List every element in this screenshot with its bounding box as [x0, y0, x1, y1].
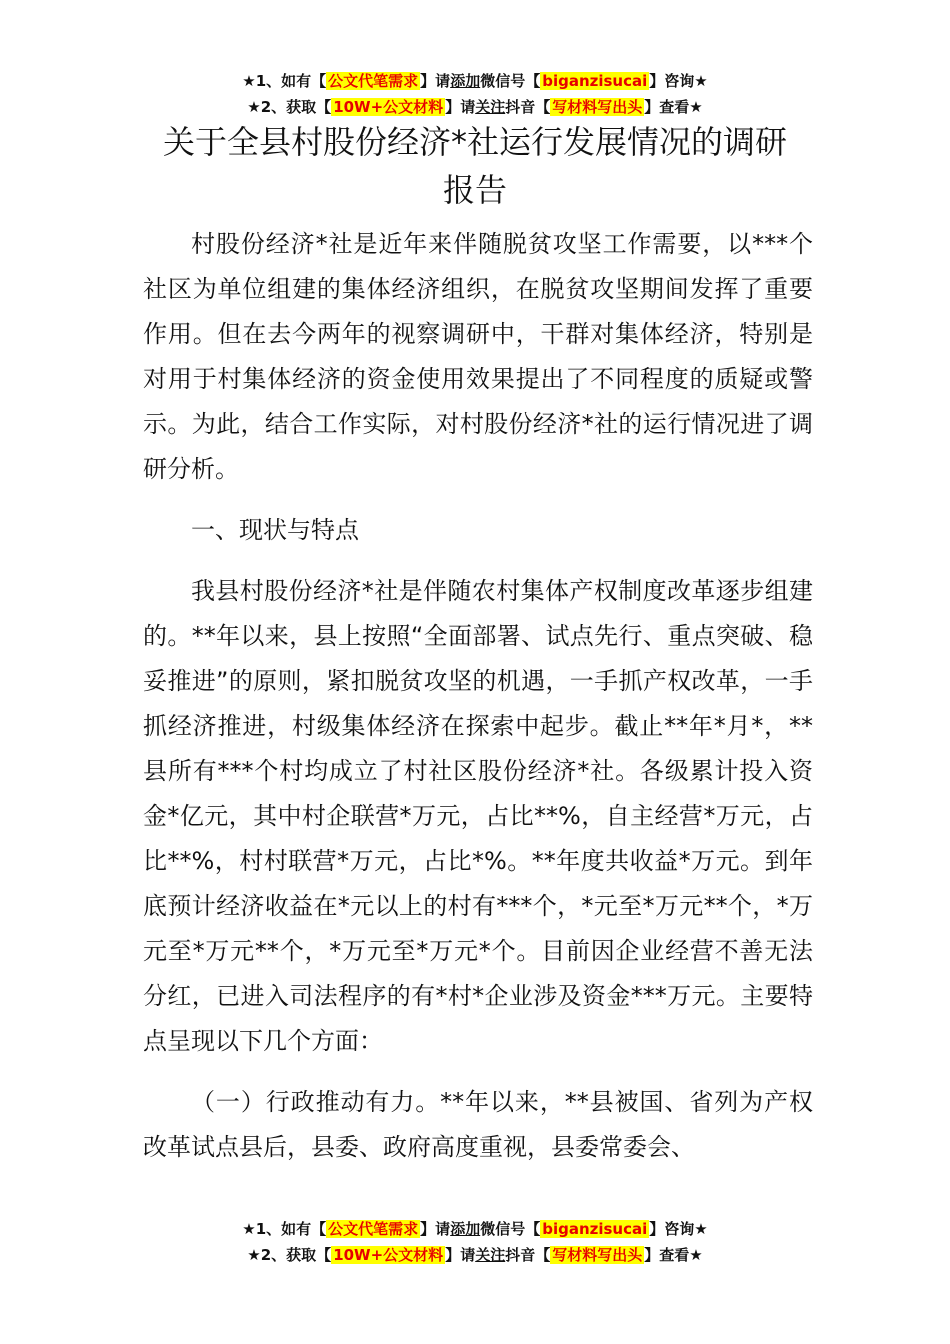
- ad-text: 抖音【: [505, 1246, 551, 1264]
- top-ad-banner: [0, 68, 950, 120]
- ad-underline: 关注: [475, 1246, 506, 1264]
- ad-text: 】请: [445, 1246, 476, 1264]
- ad-highlight: biganzisucai: [542, 1220, 648, 1238]
- ad-underline: 关注: [475, 98, 506, 116]
- paragraph-subheading: （一）行政推动有力。**年以来，**县被国、省列为产权改革试点县后，县委、政府高度重视，县委常委会、: [143, 1088, 813, 1161]
- ad-highlight: 写材料写出头: [552, 98, 643, 116]
- ad-highlight: 10W+公文材料: [333, 1246, 444, 1264]
- ad-line-1: [0, 1216, 950, 1242]
- ad-text: 】查看★: [644, 1246, 703, 1264]
- ad-text: 微信号【: [480, 1220, 541, 1238]
- ad-text: 微信号【: [480, 72, 541, 90]
- ad-text: ★2、获取【: [247, 1246, 332, 1264]
- ad-highlight: 写材料写出头: [552, 1246, 643, 1264]
- ad-text: ★1、如有【: [242, 72, 327, 90]
- ad-line-2: [0, 1242, 950, 1268]
- ad-text: ★2、获取【: [247, 98, 332, 116]
- ad-highlight: 10W+公文材料: [333, 98, 444, 116]
- document-title: [140, 118, 810, 214]
- ad-underline: 添加: [450, 1220, 481, 1238]
- ad-text: 】咨询★: [649, 1220, 708, 1238]
- ad-highlight: 公文代笔需求: [328, 72, 419, 90]
- ad-text: 】咨询★: [649, 72, 708, 90]
- ad-text: 】请: [420, 1220, 451, 1238]
- ad-line-2: [0, 94, 950, 120]
- paragraph-status: 我县村股份经济*社是伴随农村集体产权制度改革逐步组建的。**年以来，县上按照“全面部署、试点先行、重点突破、稳妥推进”的原则，紧扣脱贫攻坚的机遇，一手抓产权改革，一手抓经济推进，村级集体经济在探索中起步。截止**年*月*，**县所有***个村均成立了村社区股份经济*社。各级累计投入资金*亿元，其中村企联营*万元，占比**%，自主经营*万元，占比**%，村村联营*万元，占比*%。**年度共收益*万元。到年底预计经济收益在*元以上的村有***个，*元至*万元**个，*万元至*万元**个，*万元至*万元*个。目前因企业经营不善无法分红，已进入司法程序的有*村*企业涉及资金***万元。主要特点呈现以下几个方面：: [143, 577, 813, 1055]
- ad-highlight: 公文代笔需求: [328, 1220, 419, 1238]
- ad-highlight: biganzisucai: [542, 72, 648, 90]
- section-heading: 一、现状与特点: [191, 516, 359, 544]
- ad-text: ★1、如有【: [242, 1220, 327, 1238]
- title-line-2: 报告: [442, 171, 507, 209]
- ad-text: 】请: [445, 98, 476, 116]
- ad-underline: 添加: [450, 72, 481, 90]
- document-body: [143, 222, 813, 1170]
- bottom-ad-banner: [0, 1216, 950, 1268]
- paragraph-intro: 村股份经济*社是近年来伴随脱贫攻坚工作需要，以***个社区为单位组建的集体经济组织，在脱贫攻坚期间发挥了重要作用。但在去今两年的视察调研中，干群对集体经济，特别是对用于村集体经济的资金使用效果提出了不同程度的质疑或警示。为此，结合工作实际，对村股份经济*社的运行情况进了调研分析。: [143, 230, 813, 483]
- ad-text: 抖音【: [505, 98, 551, 116]
- ad-text: 】请: [420, 72, 451, 90]
- title-line-1: 关于全县村股份经济*社运行发展情况的调研: [162, 123, 787, 161]
- ad-line-1: [0, 68, 950, 94]
- ad-text: 】查看★: [644, 98, 703, 116]
